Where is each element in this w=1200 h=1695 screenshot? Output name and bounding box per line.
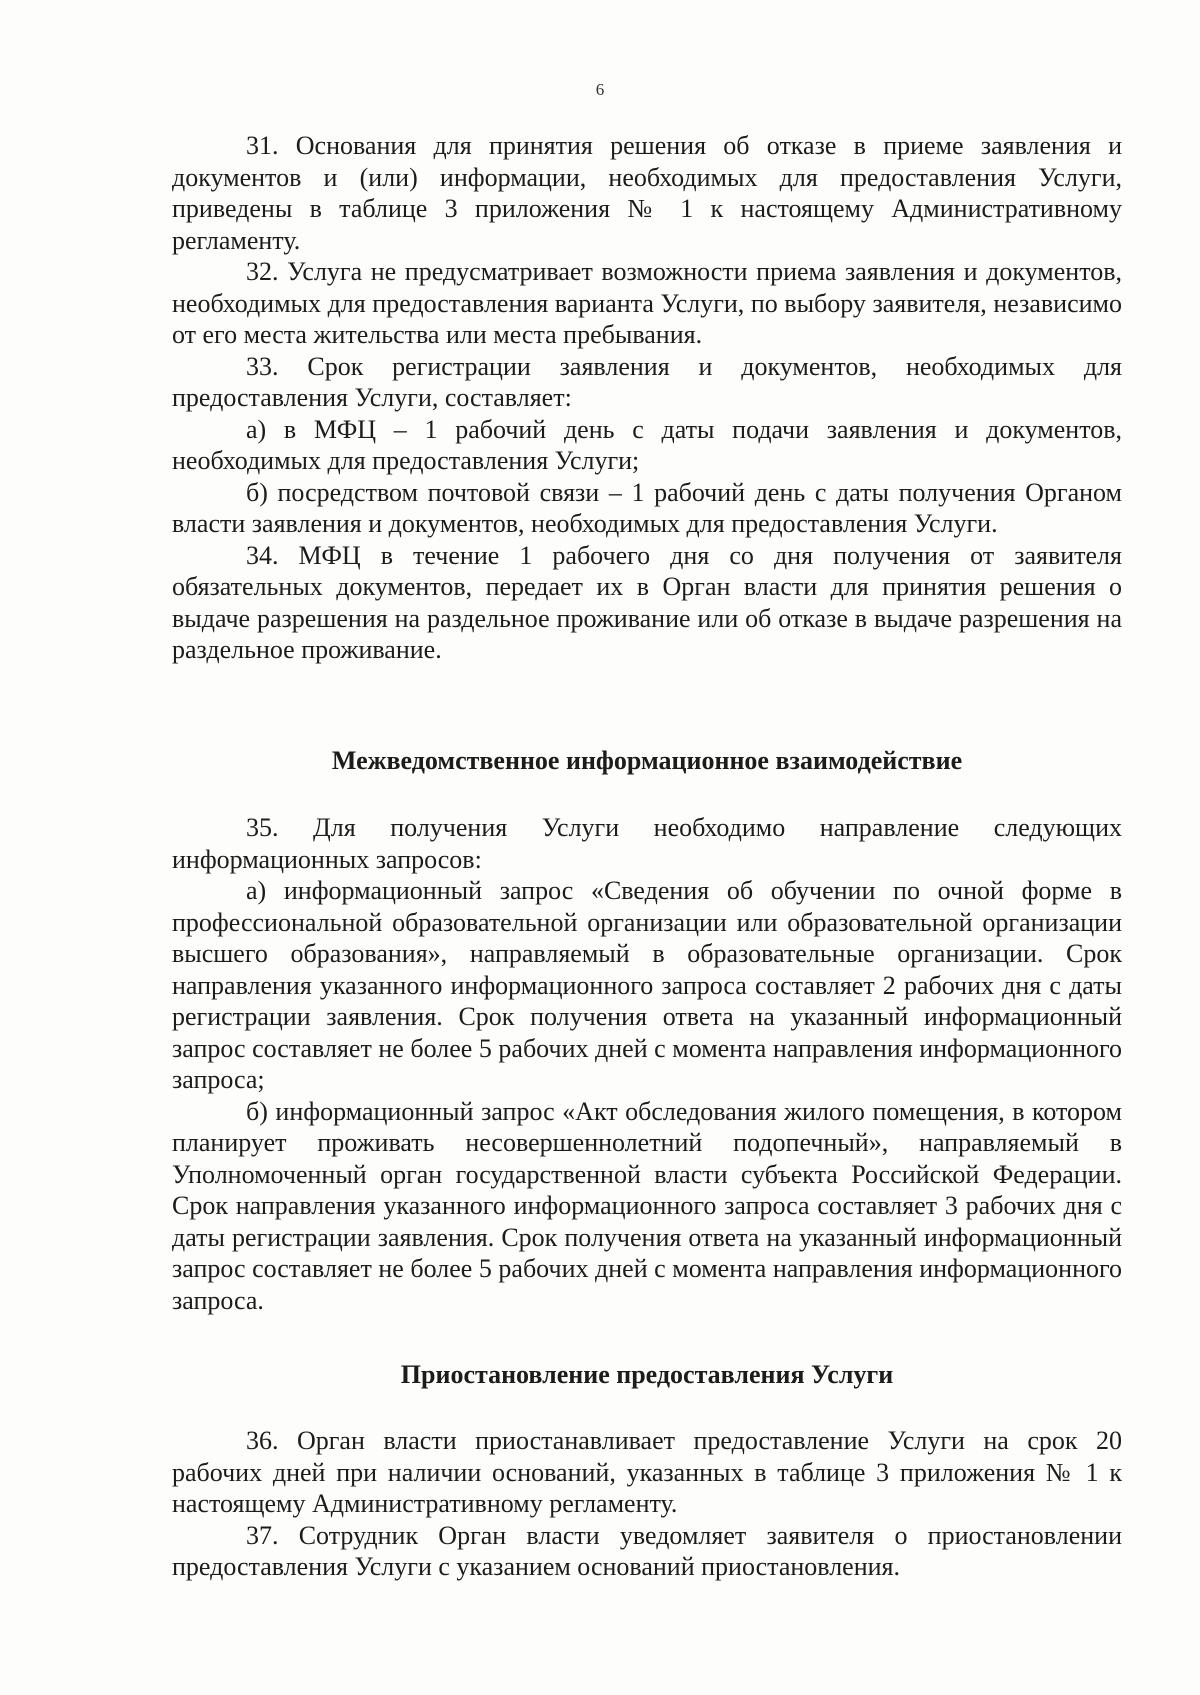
paragraph-33: 33. Срок регистрации заявления и документов, необходимых для предоставления Услуги, составляет:: [172, 351, 1122, 412]
paragraph-33-b: б) посредством почтовой связи – 1 рабочий день с даты получения Органом власти заявления и документов, необходимых для предоставления Услуги.: [172, 477, 1122, 538]
paragraph-35-a: а) информационный запрос «Сведения об обучении по очной форме в профессиональной образовательной организации или образовательной организации высшего образования», направляемый в образовательные организации. Срок направления указанного информационного запроса составляет 2 рабочих дня с даты регистрации заявления. Срок получения ответа на указанный информационный запрос составляет не более 5 рабочих дней с момента направления информационного запроса;: [172, 876, 1122, 1094]
paragraph-32: 32. Услуга не предусматривает возможности приема заявления и документов, необходимых для предоставления варианта Услуги, по выбору заявителя, независимо от его места жительства или места пребывания.: [172, 257, 1122, 349]
section-registration: [172, 130, 1122, 666]
paragraph-36: 36. Орган власти приостанавливает предоставление Услуги на срок 20 рабочих дней при наличии оснований, указанных в таблице 3 приложения № 1 к настоящему Административному регламенту.: [172, 1426, 1122, 1518]
heading-interagency-interaction: Межведомственное информационное взаимодействие: [331, 746, 963, 775]
page-number: 6: [595, 80, 605, 99]
heading-suspension: Приостановление предоставления Услуги: [400, 1360, 894, 1389]
paragraph-35: 35. Для получения Услуги необходимо направление следующих информационных запросов:: [172, 813, 1122, 874]
paragraph-37: 37. Сотрудник Орган власти уведомляет заявителя о приостановлении предоставления Услуги с указанием оснований приостановления.: [172, 1520, 1122, 1581]
paragraph-34: 34. МФЦ в течение 1 рабочего дня со дня получения от заявителя обязательных документов, передает их в Орган власти для принятия решения о выдаче разрешения на раздельное проживание или об отказе в выдаче разрешения на раздельное проживание.: [172, 540, 1122, 664]
paragraph-33-a: а) в МФЦ – 1 рабочий день с даты подачи заявления и документов, необходимых для предоставления Услуги;: [172, 414, 1122, 475]
paragraph-31: 31. Основания для принятия решения об отказе в приеме заявления и документов и (или) информации, необходимых для предоставления Услуги, приведены в таблице 3 приложения № 1 к настоящему Административному регламенту.: [172, 131, 1122, 255]
paragraph-35-b: б) информационный запрос «Акт обследования жилого помещения, в котором планирует проживать несовершеннолетний подопечный», направляемый в Уполномоченный орган государственной власти субъекта Российской Федерации. Срок направления указанного информационного запроса составляет 3 рабочих дня с даты регистрации заявления. Срок получения ответа на указанный информационный запрос составляет не более 5 рабочих дней с момента направления информационного запроса.: [172, 1096, 1122, 1315]
section-interagency: [172, 812, 1122, 1316]
section-suspension: [172, 1425, 1122, 1583]
